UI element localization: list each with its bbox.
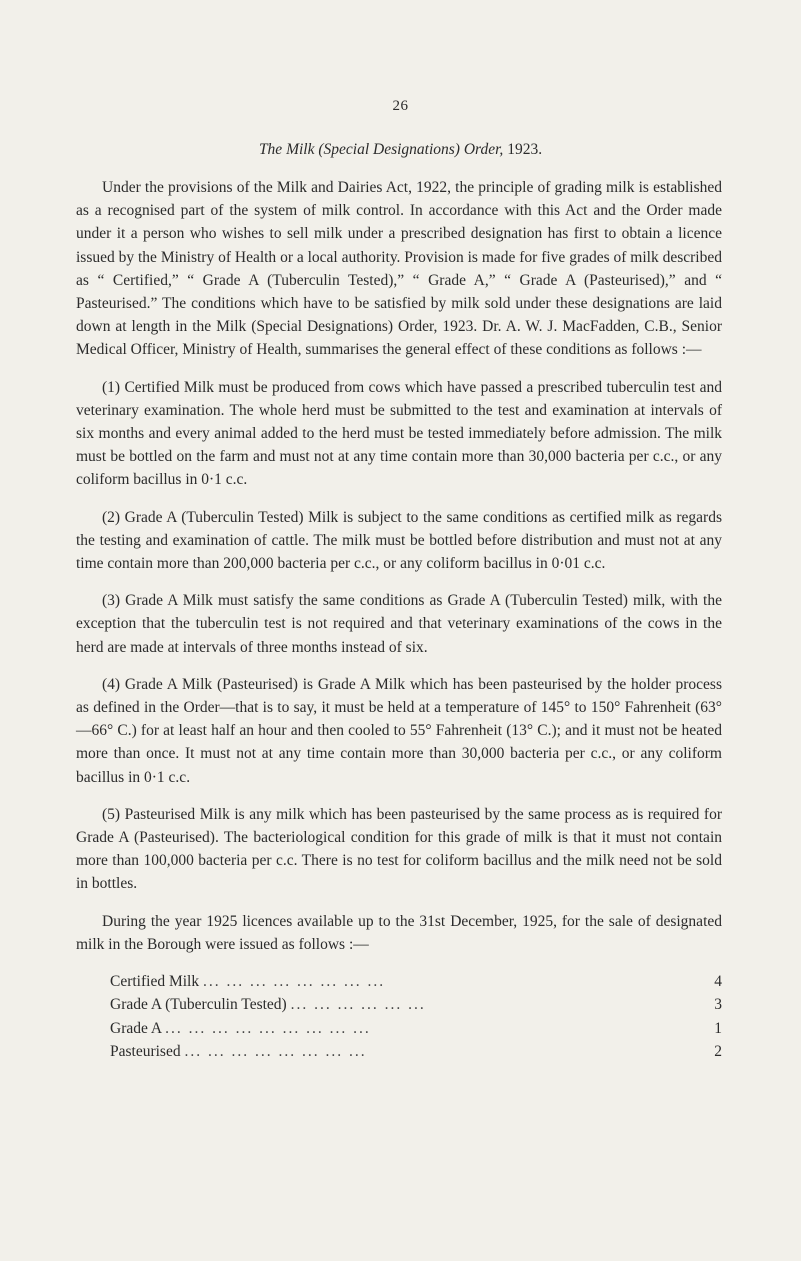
paragraph-pasteurised: (5) Pasteurised Milk is any milk which has been pasteurised by the same process as is required for Grade A (Pasteurised). The bacteriological condition for this grade of milk is that it must not contain more than 100,000 bacteria per c.c. There is no test for coliform bacillus and the milk need not be sold in bottles. [76,805,722,893]
paragraph-grade-a-tuberculin: (2) Grade A (Tuberculin Tested) Milk is subject to the same conditions as certified milk as regards the testing and examination of cattle. The milk must be bottled before distribution and must not at any time contain more than 200,000 bacteria per c.c., or any coliform bacillus in 0·01 c.c. [76,508,722,573]
table-row [110,1017,722,1040]
licence-grade: Grade A (Tuberculin Tested) [110,996,287,1014]
licence-count: 1 [714,1019,722,1037]
licence-table [110,970,722,1063]
paragraph-licences: During the year 1925 licences available up to the 31st December, 1925, for the sale of designated milk in the Borough were issued as follows :— [76,912,722,953]
licence-count: 2 [714,1042,722,1060]
licence-grade-cell [110,1017,682,1040]
section-heading [0,141,801,159]
heading-title: The Milk (Special Designations) Order, [258,141,504,158]
licence-grade: Pasteurised [110,1042,181,1060]
paragraph-grade-a-pasteurised: (4) Grade A Milk (Pasteurised) is Grade A Milk which has been pasteurised by the holder process as defined in the Order—that is to say, it must be held at a temperature of 145° to 150° Fahrenheit (63°—66° C.) for at least half an hour and then cooled to 55° Fahrenheit (13° C.); and it must not be heated more than once. It must not at any time contain more than 30,000 bacteria per c.c., or any coliform bacillus in 0·1 c.c. [76,675,722,786]
licence-grade: Grade A [110,1019,162,1037]
heading-year: 1923. [507,141,543,158]
page-number: 26 [392,98,409,114]
paragraph-grade-a: (3) Grade A Milk must satisfy the same conditions as Grade A (Tuberculin Tested) milk, with the exception that the tuberculin test is not required and that veterinary examinations of the cows in the herd are made at intervals of three months instead of six. [76,592,722,656]
leader-dots: ... ... ... ... ... ... ... ... [184,1042,367,1060]
licence-grade-cell [110,1040,682,1063]
licence-count: 4 [714,973,722,991]
table-row [110,993,722,1016]
table-row [110,1040,722,1063]
leader-dots: ... ... ... ... ... ... ... ... ... [165,1019,371,1037]
licence-grade: Certified Milk [110,973,200,991]
licence-grade-cell [110,970,682,993]
body-text [76,176,722,1063]
paragraph-intro: Under the provisions of the Milk and Dairies Act, 1922, the principle of grading milk is established as a recognised part of the system of milk control. In accordance with this Act and the Order made under it a person who wishes to sell milk under a prescribed designation has first to obtain a licence issued by the Ministry of Health or a local authority. Provision is made for five grades of milk described as “ Certified,” “ Grade A (Tuberculin Tested),” “ Grade A,” “ Grade A (Pasteurised),” and “ Pasteurised.” The conditions which have to be satisfied by milk sold under these designations are laid down at length in the Milk (Special Designations) Order, 1923. Dr. A. W. J. MacFadden, C.B., Senior Medical Officer, Ministry of Health, summarises the general effect of these conditions as follows :— [76,179,722,359]
licence-count: 3 [714,996,722,1014]
leader-dots: ... ... ... ... ... ... [290,996,426,1014]
paragraph-certified: (1) Certified Milk must be produced from cows which have passed a prescribed tuberculin test and veterinary examination. The whole herd must be submitted to the test and examination at intervals of six months and every animal added to the herd must be tested immediately before admission. The milk must be bottled on the farm and must not at any time contain more than 30,000 bacteria per c.c., or any coliform bacillus in 0·1 c.c. [76,378,722,489]
leader-dots: ... ... ... ... ... ... ... ... [203,973,386,991]
table-row [110,970,722,993]
licence-grade-cell [110,993,682,1016]
